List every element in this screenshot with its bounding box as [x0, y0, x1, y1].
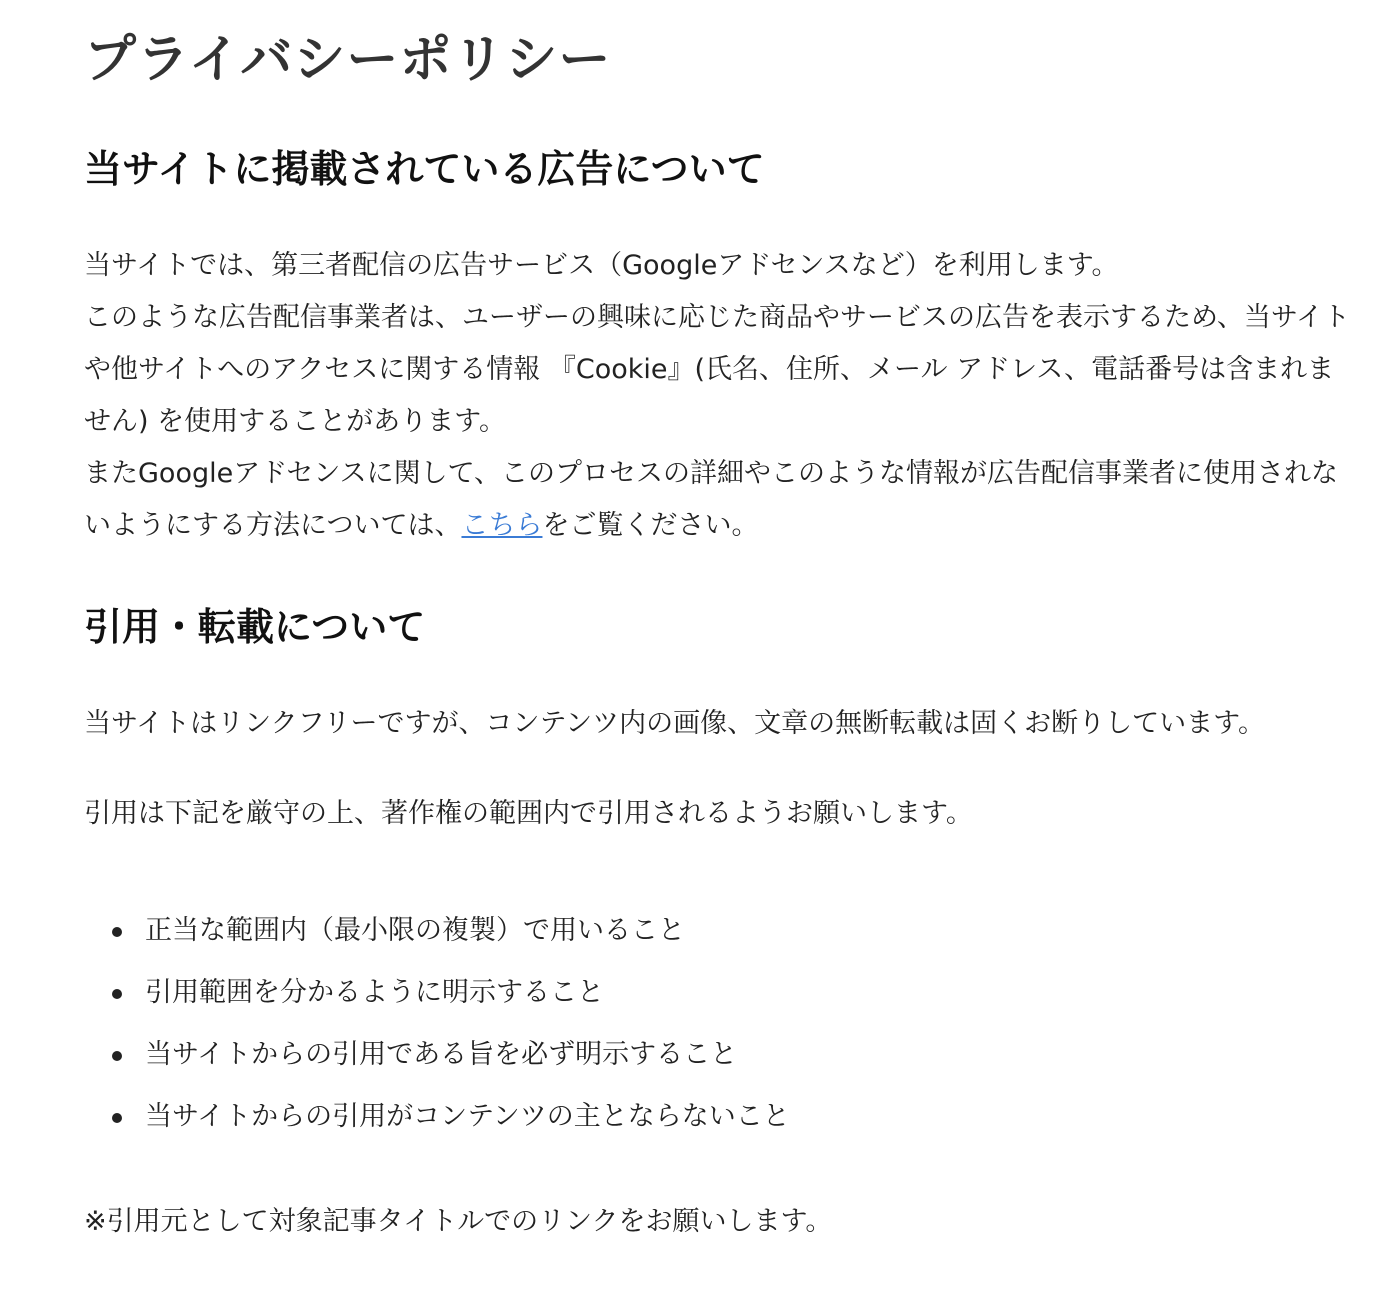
- bullet-icon: [112, 927, 122, 937]
- adsense-info-link[interactable]: こちら: [461, 510, 543, 541]
- bullet-icon: [112, 989, 122, 999]
- ads-text-1: 当サイトでは、第三者配信の広告サービス（Googleアドセンスなど）を利用します。: [84, 250, 1119, 281]
- ads-text-3-tail: をご覧ください。: [542, 510, 759, 541]
- link-free-notice: 当サイトはリンクフリーですが、コンテンツ内の画像、文章の無断転載は固くお断りしています。: [84, 708, 1265, 739]
- list-item: [112, 1024, 1355, 1086]
- rule-text: 当サイトからの引用である旨を必ず明示すること: [145, 1039, 738, 1070]
- rule-text: 正当な範囲内（最小限の複製）で用いること: [145, 915, 685, 946]
- ads-description: [84, 240, 1355, 552]
- ads-text-3: またGoogleアドセンスに関して、このプロセスの詳細やこのような情報が広告配信事業者に使用されないようにする方法については、: [84, 458, 1339, 541]
- rule-text: 当サイトからの引用がコンテンツの主とならないこと: [145, 1101, 790, 1132]
- list-item: [112, 1086, 1355, 1148]
- page-title: プライバシーポリシー: [84, 30, 612, 90]
- section-heading-quotation: 引用・転載について: [84, 605, 426, 649]
- quotation-rules-list: [84, 900, 1355, 1148]
- rule-text: 引用範囲を分かるように明示すること: [145, 977, 604, 1008]
- ads-text-2: このような広告配信事業者は、ユーザーの興味に応じた商品やサービスの広告を表示するため、当サイトや他サイトへのアクセスに関する情報 『Cookie』(氏名、住所、メール アドレス、電話番号は含まれません) を使用することがあります。: [84, 302, 1351, 437]
- quotation-request: 引用は下記を厳守の上、著作権の範囲内で引用されるようお願いします。: [84, 798, 973, 829]
- list-item: [112, 962, 1355, 1024]
- list-item: [112, 900, 1355, 962]
- section-heading-ads: 当サイトに掲載されている広告について: [84, 147, 765, 191]
- bullet-icon: [112, 1113, 122, 1123]
- bullet-icon: [112, 1051, 122, 1061]
- link-request-note: ※引用元として対象記事タイトルでのリンクをお願いします。: [84, 1206, 833, 1237]
